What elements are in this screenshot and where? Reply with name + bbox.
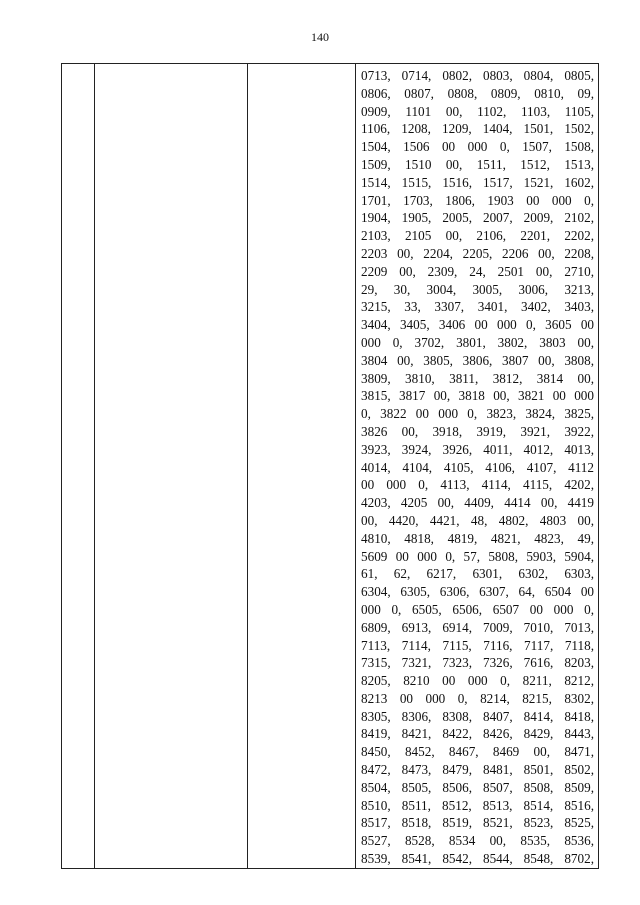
code-line: 3815, 3817 00, 3818 00, 3821 00 000 [361,388,594,404]
code-list [361,67,594,868]
code-line: 2209 00, 2309, 24, 2501 00, 2710, [361,263,594,279]
code-line: 2203 00, 2204, 2205, 2206 00, 2208, [361,245,594,261]
code-line: 000 0, 6505, 6506, 6507 00 000 0, [361,601,594,617]
code-line: 4810, 4818, 4819, 4821, 4823, 49, [361,530,594,546]
code-line: 8419, 8421, 8422, 8426, 8429, 8443, [361,726,594,742]
code-line: 6809, 6913, 6914, 7009, 7010, 7013, [361,619,594,635]
code-line: 00, 4420, 4421, 48, 4802, 4803 00, [361,512,594,528]
code-line: 3826 00, 3918, 3919, 3921, 3922, [361,423,594,439]
code-line: 3804 00, 3805, 3806, 3807 00, 3808, [361,352,594,368]
code-line: 7315, 7321, 7323, 7326, 7616, 8203, [361,655,594,671]
table-cell-name [95,64,248,869]
code-line: 3923, 3924, 3926, 4011, 4012, 4013, [361,441,594,457]
code-line: 8450, 8452, 8467, 8469 00, 8471, [361,744,594,760]
code-line: 8539, 8541, 8542, 8544, 8548, 8702, [361,851,594,867]
code-line: 8305, 8306, 8308, 8407, 8414, 8418, [361,708,594,724]
code-line: 1504, 1506 00 000 0, 1507, 1508, [361,139,594,155]
code-line: 8472, 8473, 8479, 8481, 8501, 8502, [361,762,594,778]
code-line: 7113, 7114, 7115, 7116, 7117, 7118, [361,637,594,653]
code-line: 8205, 8210 00 000 0, 8211, 8212, [361,673,594,689]
code-line: 1701, 1703, 1806, 1903 00 000 0, [361,192,594,208]
code-line: 8527, 8528, 8534 00, 8535, 8536, [361,833,594,849]
code-line: 0806, 0807, 0808, 0809, 0810, 09, [361,85,594,101]
code-line: 4014, 4104, 4105, 4106, 4107, 4112 [361,459,594,475]
table-cell-description [248,64,356,869]
code-line: 3215, 33, 3307, 3401, 3402, 3403, [361,299,594,315]
document-table [61,63,599,869]
code-line: 61, 62, 6217, 6301, 6302, 6303, [361,566,594,582]
code-line: 00 000 0, 4113, 4114, 4115, 4202, [361,477,594,493]
code-line: 8510, 8511, 8512, 8513, 8514, 8516, [361,797,594,813]
table-cell-codes [356,64,599,869]
code-line: 2103, 2105 00, 2106, 2201, 2202, [361,228,594,244]
code-line: 8517, 8518, 8519, 8521, 8523, 8525, [361,815,594,831]
code-line: 0909, 1101 00, 1102, 1103, 1105, [361,103,594,119]
code-line: 1106, 1208, 1209, 1404, 1501, 1502, [361,121,594,137]
code-line: 5609 00 000 0, 57, 5808, 5903, 5904, [361,548,594,564]
code-line: 29, 30, 3004, 3005, 3006, 3213, [361,281,594,297]
code-line: 0, 3822 00 000 0, 3823, 3824, 3825, [361,406,594,422]
code-line: 0713, 0714, 0802, 0803, 0804, 0805, [361,68,594,83]
table-cell-number [62,64,95,869]
code-line: 6304, 6305, 6306, 6307, 64, 6504 00 [361,584,594,600]
code-line: 000 0, 3702, 3801, 3802, 3803 00, [361,334,594,350]
code-line: 3404, 3405, 3406 00 000 0, 3605 00 [361,317,594,333]
code-line: 8504, 8505, 8506, 8507, 8508, 8509, [361,779,594,795]
code-line: 3809, 3810, 3811, 3812, 3814 00, [361,370,594,386]
page-number: 140 [311,30,329,44]
table-row [62,64,599,869]
code-line: 4203, 4205 00, 4409, 4414 00, 4419 [361,495,594,511]
code-line: 1509, 1510 00, 1511, 1512, 1513, [361,156,594,172]
code-line: 1514, 1515, 1516, 1517, 1521, 1602, [361,174,594,190]
code-line: 1904, 1905, 2005, 2007, 2009, 2102, [361,210,594,226]
code-line: 8213 00 000 0, 8214, 8215, 8302, [361,690,594,706]
